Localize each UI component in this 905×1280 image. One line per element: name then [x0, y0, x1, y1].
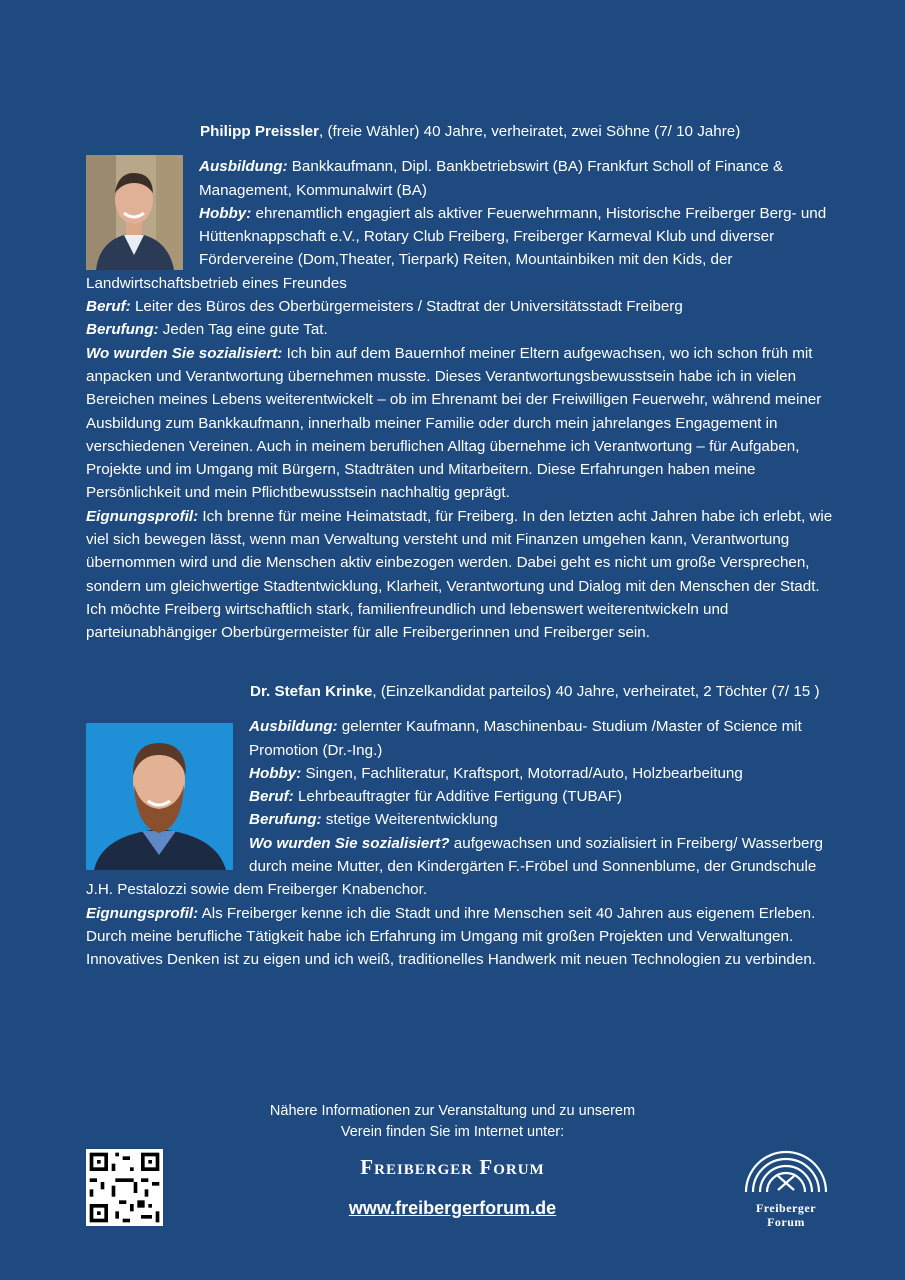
rainbow-hammer-icon [740, 1150, 832, 1194]
candidate-1-photo [86, 155, 183, 270]
website-link[interactable]: www.freibergerforum.de [348, 1198, 557, 1218]
footer-info: Nähere Informationen zur Veranstaltung und zu unserem Verein finden Sie im Internet unter: [269, 1103, 636, 1140]
candidate-2-heading: Dr. Stefan Krinke, (Einzelkandidat parteilos) 40 Jahre, verheiratet, 2 Töchter (7/ 15 ) [250, 683, 820, 700]
candidate-2-section: Dr. Stefan Krinke, (Einzelkandidat parteilos) 40 Jahre, verheiratet, 2 Töchter (7/ 15 ) Ausbildung: gelernter Kaufmann, Maschinenbau- Studium /Master of Science mit Promotion (Dr.-Ing.) Hobby: Singen, Fachliteratur, Kraftsport, Motorrad/Auto, Holzbearbeitung Beruf: Lehrbeauftragter für Additive Fertigung (TUBAF) Berufung: stetige Weiterentwicklung Wo wurden Sie sozialisiert? aufgewachsen und sozialisiert in Freiberg/ Wasserberg durch meine Mutter, den Kindergärten F.-Fröbel und Sonnenblume, der Grundschule J.H. Pestalozzi sowie dem Freiberger Knabenchor. Eignungsprofil: Als Freiberger kenne ich die Stadt und ihre Menschen seit 40 Jahren aus eigenem Erleben. Durch meine berufliche Tätigkeit habe ich Erfahrung im Umgang mit großen Projekten und Verwaltungen. Innovatives Denken ist zu eigen und ich weiß, traditionelles Handwerk mit neuen Technologien zu verbinden. [86, 680, 836, 972]
candidate-1-section: Philipp Preissler, (freie Wähler) 40 Jahre, verheiratet, zwei Söhne (7/ 10 Jahre) Ausbildung: Bankkaufmann, Dipl. Bankbetriebswirt (BA) Frankfurt Scholl of Finance & Management, Kommunalwirt (BA) Hobby: ehrenamtlich engagiert als aktiver Feuerwehrmann, Historische Freiberger Berg- und Hüttenknappschaft e.V., Rotary Club Freiberg, Freiberger Karmeval Klub und diverser Fördervereine (Dom,Theater, Tierpark) Reiten, Mountainbiken mit den Kids, der Landwirtschaftsbetrieb eines Freundes Beruf: Leiter des Büros des Oberbürgermeisters / Stadtrat der Universitätsstadt Freiberg Berufung: Jeden Tag eine gute Tat. Wo wurden Sie sozialisiert: Ich bin auf dem Bauernhof meiner Eltern aufgewachsen, wo ich schon früh mit anpacken und Verantwortung übernehmen musste. Dieses Verantwortungsbewusstsein habe ich in vielen Bereichen meines Lebens weiterentwickelt – ob im Ehrenamt bei der Freiwilligen Feuerwehr, während meiner Ausbildung zum Bankkaufmann, innerhalb meiner Familie oder durch mein jahrelanges Engagement in verschiedenen Vereinen. Auch in meinem beruflichen Alltag übernehme ich Verantwortung – für Aufgaben, Projekte und im Umgang mit Bürgern, Stadträten und Mitarbeitern. Diese Erfahrungen haben meine Persönlichkeit und mein Pflichtbewusstsein nachhaltig geprägt. Eignungsprofil: Ich brenne für meine Heimatstadt, für Freiberg. In den letzten acht Jahren habe ich erlebt, wie viel sich bewegen lässt, wenn man Verwaltung versteht und mit Finanzen umgehen kann, Verantwortung übernommen wird und die Menschen aktiv einbezogen werden. Dabei geht es nicht um große Versprechen, sondern um gleichwertige Stadtentwicklung, Klarheit, Verantwortung und Dialog mit den Menschen der Stadt. Ich möchte Freiberg wirtschaftlich stark, familienfreundlich und lebenswert weiterentwickeln und parteiunabhängiger Oberbürgermeister für alle Freibergerinnen und Freiberger sein. [86, 120, 836, 645]
freiberger-forum-logo: Freiberger Forum [740, 1150, 832, 1225]
candidate-2-photo [86, 723, 233, 870]
brand-name: Freiberger Forum [360, 1155, 545, 1179]
candidate-1-heading: Philipp Preissler, (freie Wähler) 40 Jahre, verheiratet, zwei Söhne (7/ 10 Jahre) [200, 123, 741, 140]
candidate-2-name: Dr. Stefan Krinke [250, 683, 373, 700]
candidate-1-name: Philipp Preissler [200, 123, 320, 140]
